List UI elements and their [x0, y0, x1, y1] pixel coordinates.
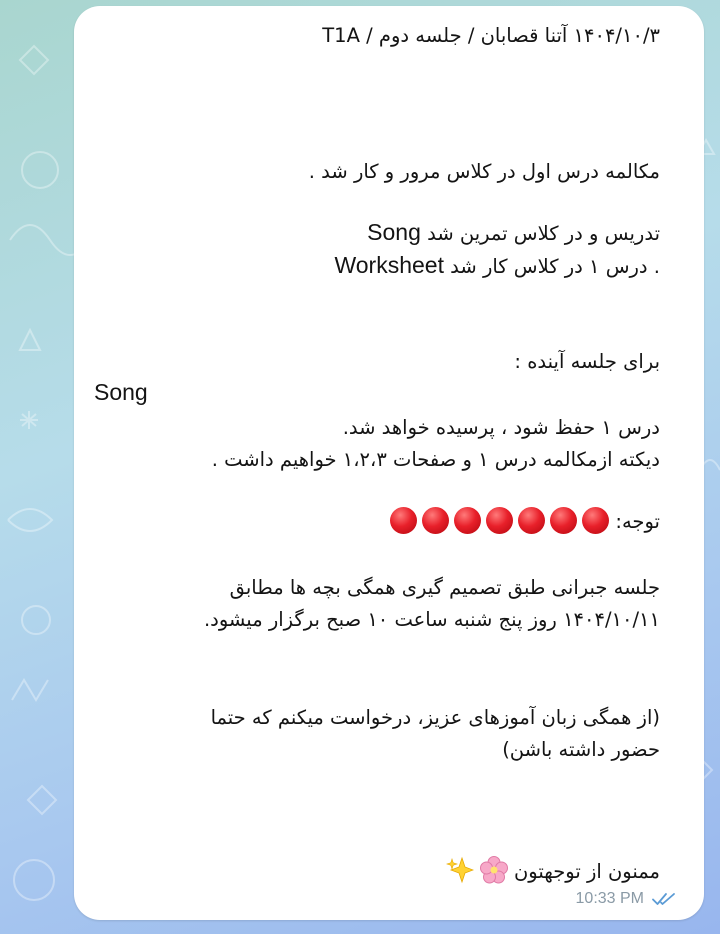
red-circle-icon [454, 507, 481, 534]
line-memorize: درس ۱ حفظ شود ، پرسیده خواهد شد. [342, 416, 660, 439]
red-circle-icon [486, 507, 513, 534]
line-dictation: دیکته ازمکالمه درس ۱ و صفحات ۱،۲،۳ خواهیم داشت . [211, 448, 660, 471]
message-header: ۱۴۰۴/۱۰/۳ آتنا قصابان / جلسه دوم / T1A [322, 24, 660, 47]
song-word-2: Song [94, 379, 148, 405]
thanks-line [164, 856, 660, 888]
next-session-heading: برای جلسه آینده : [514, 350, 660, 373]
line-review: مکالمه درس اول در کلاس مرور و کار شد . [308, 160, 660, 183]
line-song [164, 216, 660, 250]
attention-label: توجه: [615, 510, 660, 533]
request-line-1: (از همگی زبان آموزهای عزیز، درخواست میکنم که حتما [210, 706, 660, 729]
request-line-2: حضور داشته باشن) [502, 738, 660, 761]
thanks-text: ممنون از توجهتون [513, 860, 660, 883]
sparkles-icon [446, 856, 474, 884]
double-check-icon [652, 892, 676, 906]
red-circle-icon [422, 507, 449, 534]
cherry-blossom-icon [480, 856, 508, 884]
worksheet-word: Worksheet [334, 252, 444, 278]
red-circles-group [385, 510, 609, 533]
message-bubble[interactable] [74, 6, 704, 920]
red-circle-icon [550, 507, 577, 534]
line-worksheet [164, 249, 660, 283]
message-meta [576, 890, 676, 908]
song-word: Song [367, 219, 421, 245]
red-circle-icon [390, 507, 417, 534]
makeup-line-1: جلسه جبرانی طبق تصمیم گیری همگی بچه ها مطابق [229, 576, 660, 599]
message-time: 10:33 PM [575, 890, 644, 907]
worksheet-text: . درس ۱ در کلاس کار شد [450, 255, 660, 278]
song-text: تدریس و در کلاس تمرین شد [427, 222, 660, 245]
makeup-line-2: ۱۴۰۴/۱۰/۱۱ روز پنج شنبه ساعت ۱۰ صبح برگزار میشود. [203, 608, 660, 631]
red-circle-icon [582, 507, 609, 534]
line-attention [164, 506, 660, 538]
red-circle-icon [518, 507, 545, 534]
